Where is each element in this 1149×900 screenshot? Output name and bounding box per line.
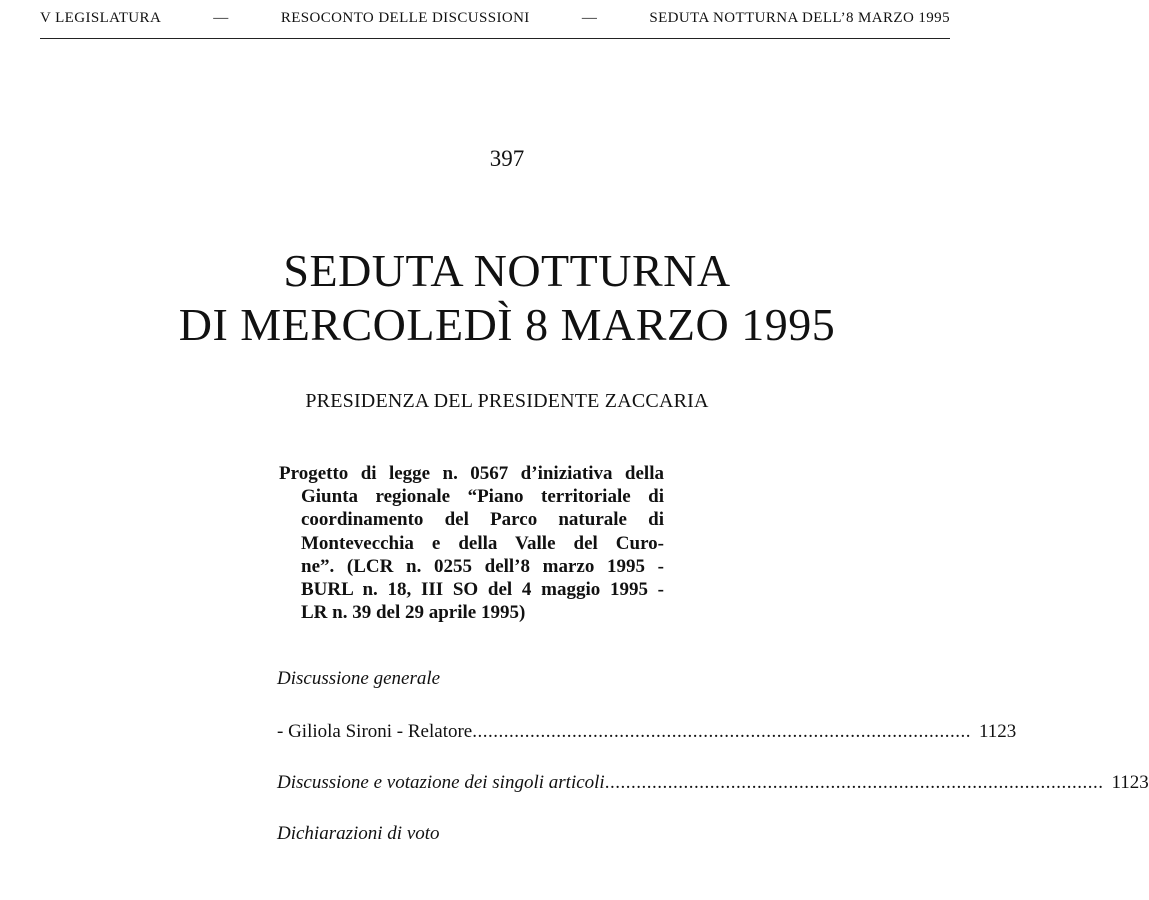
running-head-report: RESOCONTO DELLE DISCUSSIONI <box>280 10 530 26</box>
running-head-legislature: V LEGISLATURA <box>40 10 162 26</box>
title-line-1: SEDUTA NOTTURNA <box>283 245 731 296</box>
page-number: 397 <box>489 146 525 171</box>
bill-line: Progetto di legge n. 0567 d’iniziativa della <box>279 463 664 484</box>
toc-leader-dots: ............................................................................................... <box>472 721 971 742</box>
header-rule <box>40 38 950 39</box>
bill-heading <box>279 462 664 624</box>
toc-entry-speaker <box>277 721 1017 743</box>
toc-entry-label: - Giliola Sironi - Relatore <box>277 721 473 742</box>
bill-line: BURL n. 18, III SO del 4 maggio 1995 - <box>301 579 664 601</box>
section-vote-declarations: Dichiarazioni di voto <box>277 823 440 844</box>
toc-leader-dots: ............................................................................................... <box>604 772 1104 793</box>
presidency-line: PRESIDENZA DEL PRESIDENTE ZACCARIA <box>305 390 709 412</box>
bill-line: Montevecchia e della Valle del Curo- <box>301 532 664 554</box>
page-title <box>0 244 1014 352</box>
toc-entry-label: Discussione e votazione dei singoli articoli <box>277 772 605 793</box>
bill-line: coordinamento del Parco naturale di <box>301 509 664 531</box>
bill-line: Giunta regionale “Piano territoriale di <box>301 486 664 508</box>
bill-line: ne”. (LCR n. 0255 dell’8 marzo 1995 - <box>301 555 664 577</box>
title-line-2: DI MERCOLEDÌ 8 MARZO 1995 <box>178 299 836 350</box>
toc-entry-page: 1123 <box>1111 772 1149 793</box>
toc-entry-page: 1123 <box>978 721 1017 742</box>
running-head-session: SEDUTA NOTTURNA DELL’8 MARZO 1995 <box>649 10 950 26</box>
section-general-discussion: Discussione generale <box>277 668 441 689</box>
running-head-dash: — <box>581 10 598 26</box>
running-head-dash: — <box>213 10 229 26</box>
bill-line: LR n. 39 del 29 aprile 1995) <box>301 602 526 624</box>
toc-entry-articles <box>277 772 1149 794</box>
running-head <box>40 10 950 27</box>
